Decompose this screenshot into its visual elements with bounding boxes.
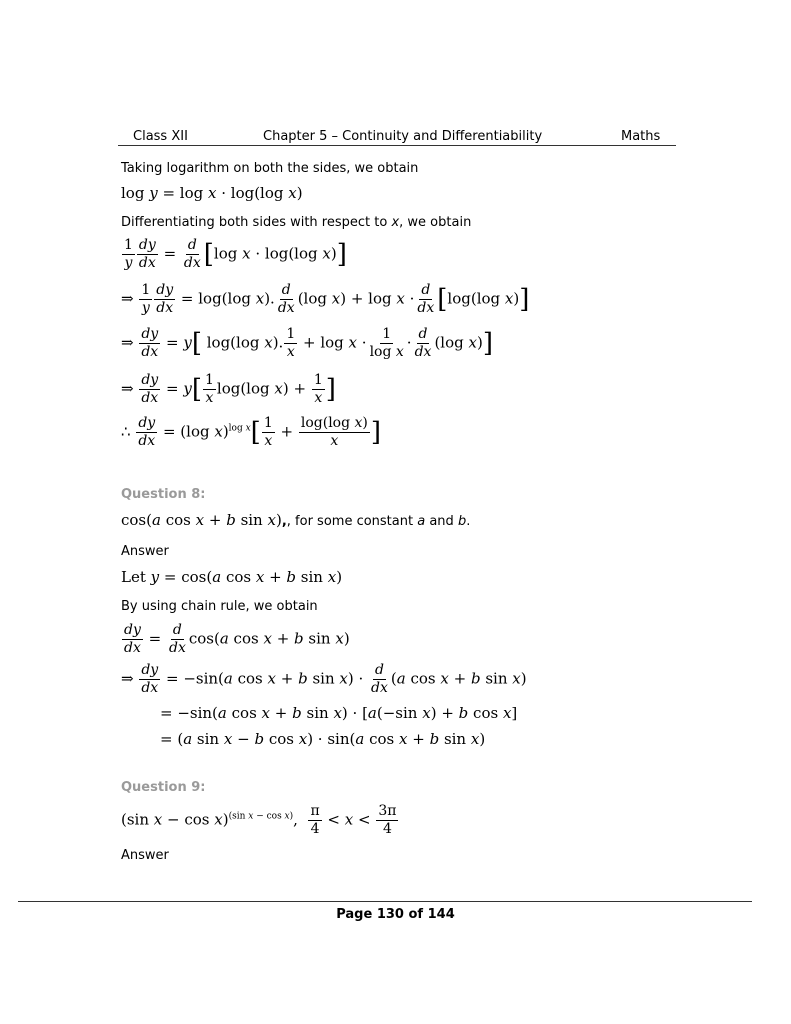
- equation-diff-2: ⇒ $\frac{1}{y}$ $\frac{dy}{dx}$ = log(log x). $\frac{d}{dx}$ (log x) + log x · $\frac{d}{dx}$ [log(log x)]: [121, 282, 530, 316]
- question-8-title: Question 8:: [121, 487, 206, 502]
- p2-var: x: [391, 215, 400, 230]
- p2-post: , we obtain: [399, 215, 472, 230]
- q8-a: a: [417, 514, 426, 529]
- header-rule: [118, 145, 676, 146]
- q8-b: b: [457, 514, 467, 529]
- equation-diff-1: $\frac{1}{y}$ $\frac{dy}{dx}$ = $\frac{d}{dx}$ [log x · log(log x)]: [124, 237, 347, 271]
- equation-chain-3: = −sin(a cos x + b sin x) · [a(−sin x) + b cos x]: [160, 704, 518, 722]
- equation-chain-4: = (a sin x − b cos x) · sin(a cos x + b sin x): [160, 730, 486, 748]
- question-9-title: Question 9:: [121, 780, 206, 795]
- equation-diff-result: ∴ $\frac{dy}{dx}$ = (log x)$^{log x}$[ $\frac{1}{x}$ + $\frac{\text{log(log x)}}{x}$ ]: [121, 415, 382, 449]
- p2-pre: Differentiating both sides with respect to: [121, 215, 392, 230]
- answer-label-8: Answer: [121, 544, 169, 559]
- footer-rule: [18, 901, 752, 902]
- question-8-statement: cos(a cos x + b sin x),, for some constant a and b.: [121, 511, 471, 529]
- equation-chain-2: ⇒ $\frac{dy}{dx}$ = −sin(a cos x + b sin x) · $\frac{d}{dx}$ (a cos x + b sin x): [121, 662, 527, 696]
- paragraph-chain-rule: By using chain rule, we obtain: [121, 599, 318, 614]
- q8-end: .: [466, 514, 471, 529]
- header-subject: Maths: [621, 129, 661, 144]
- equation-chain-1: $\frac{dy}{dx}$ = $\frac{d}{dx}$ cos(a cos x + b sin x): [124, 622, 350, 656]
- q8-tail-pre: , for some constant: [286, 514, 418, 529]
- equation-diff-4: ⇒ $\frac{dy}{dx}$ = y[ $\frac{1}{x}$ log(log x) + $\frac{1}{x}$ ]: [121, 372, 336, 406]
- page-number: Page 130 of 144: [336, 907, 455, 922]
- question-9-statement: (sin x − cos x)$^{(sin x - cos x)}$, $\frac{\pi}{4}$ < x < $\frac{3\pi}{4}$: [121, 803, 397, 837]
- paragraph-differentiating: [121, 215, 471, 230]
- equation-let-y: Let y = cos(a cos x + b sin x): [121, 568, 343, 586]
- equation-diff-3: ⇒ $\frac{dy}{dx}$ = y[ log(log x). $\frac{1}{x}$ + log x · $\frac{1}{\text{log x}}$ · $\frac{d}{dx}$ (log x)]: [121, 326, 493, 360]
- q8-and: and: [425, 514, 458, 529]
- header-class: Class XII: [133, 129, 188, 144]
- equation-log-y: log y = log x · log(log x): [121, 184, 303, 202]
- header-chapter: Chapter 5 – Continuity and Differentiability: [263, 129, 543, 144]
- paragraph-logarithm: Taking logarithm on both the sides, we obtain: [121, 161, 419, 176]
- answer-label-9: Answer: [121, 848, 169, 863]
